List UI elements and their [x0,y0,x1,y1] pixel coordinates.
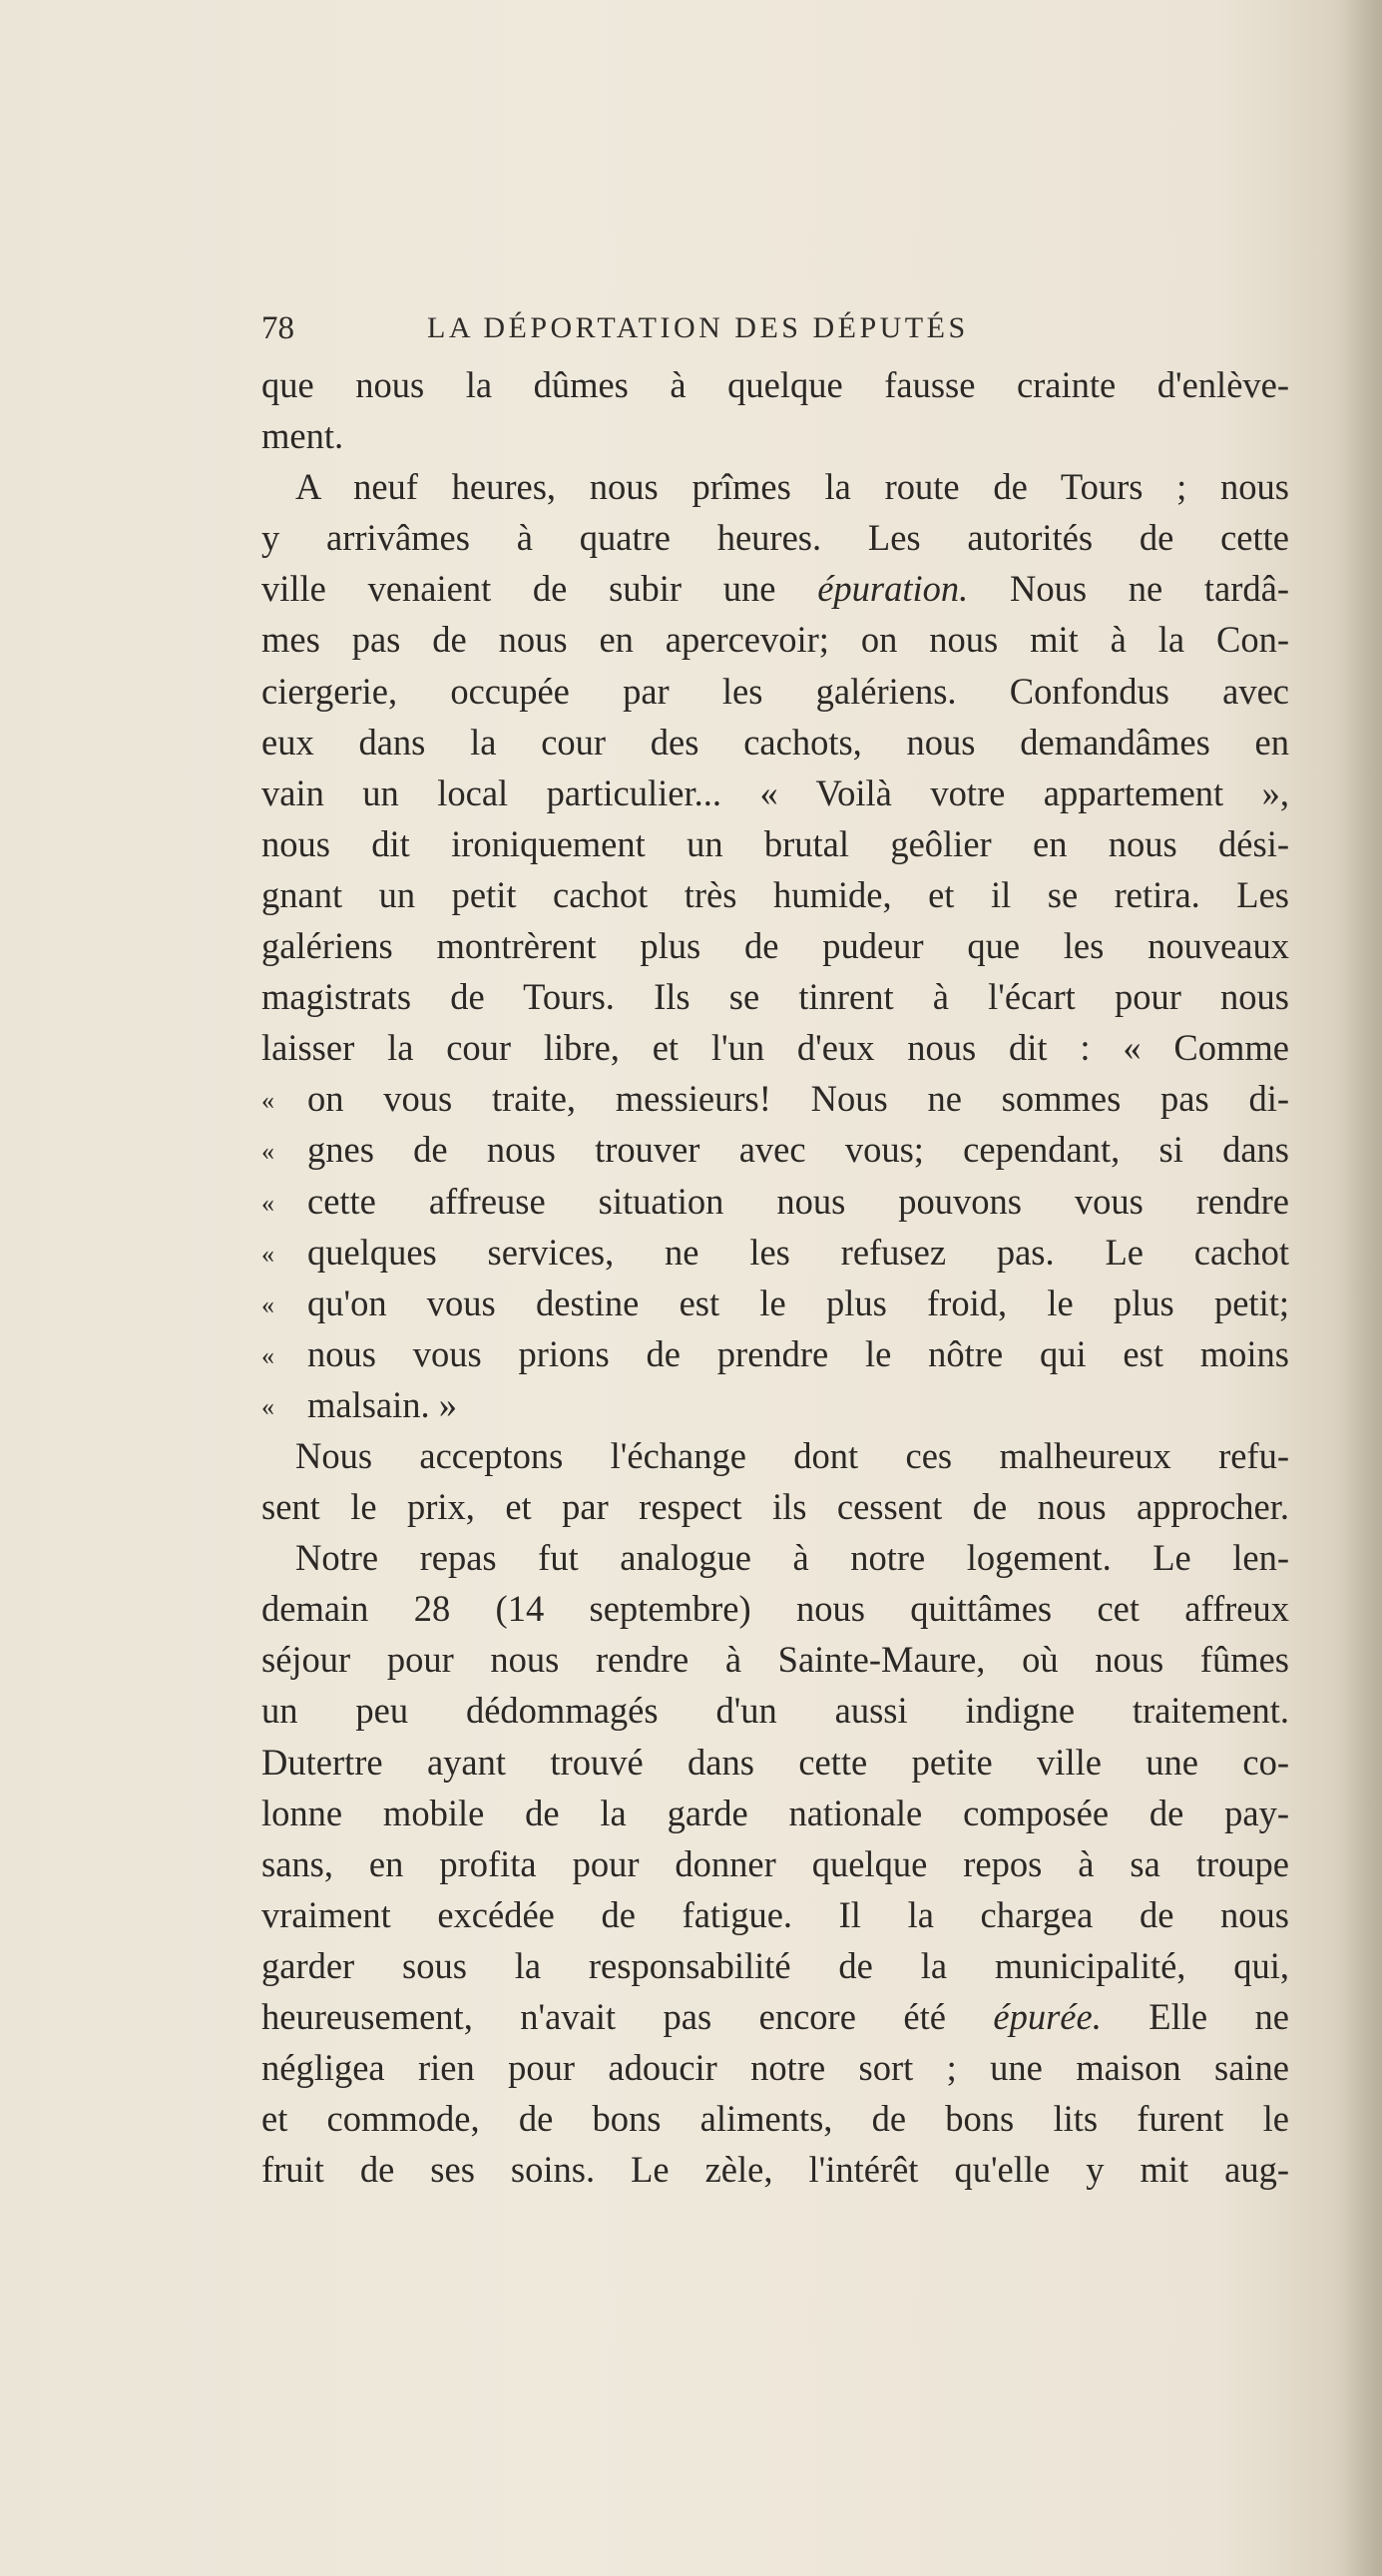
text-segment: et commode, de bons aliments, de bons lits furent le [261,2098,1289,2140]
text-segment: ciergerie, occupée par les galériens. Confondus avec [261,670,1289,712]
text-line [261,1788,1289,1838]
text-segment: ville venaient de subir une [261,568,818,610]
text-line [261,717,1289,768]
page-number: 78 [261,310,294,346]
text-line [261,2144,1289,2195]
text-line [261,1073,1289,1124]
text-segment: Nous acceptons l'échange dont ces malheureux refu- [295,1434,1289,1476]
text-segment: gnes de nous trouver avec vous; cependant, si dans [307,1129,1289,1171]
text-segment: eux dans la cour des cachots, nous demandâmes en [261,721,1289,763]
text-line [261,818,1289,869]
page-edge-shadow [1342,0,1382,2576]
text-line [261,1532,1289,1583]
quote-mark: « [261,1086,274,1116]
body-text [261,359,1289,2195]
running-head: LA DÉPORTATION DES DÉPUTÉS [427,311,969,344]
text-line [261,1328,1289,1379]
text-line [261,1991,1289,2042]
italic-word: épurée. [993,1996,1102,2037]
text-line [261,1889,1289,1940]
text-line [261,1379,1289,1430]
text-line [261,1278,1289,1328]
text-line [261,971,1289,1022]
text-line [261,1737,1289,1788]
text-segment: demain 28 (14 septembre) nous quittâmes cet affreux [261,1588,1289,1630]
quote-mark: « [261,1239,274,1269]
text-segment: A neuf heures, nous prîmes la route de Tours ; nous [295,466,1289,508]
text-segment: négligea rien pour adoucir notre sort ; une maison saine [261,2047,1289,2089]
text-segment: on vous traite, messieurs! Nous ne sommes pas di- [307,1078,1289,1120]
text-line [261,1685,1289,1736]
text-segment: magistrats de Tours. Ils se tinrent à l'écart pour nous [261,976,1289,1018]
text-line [261,410,1289,461]
text-line [261,512,1289,563]
text-line [261,2042,1289,2093]
text-segment: ment. [261,415,344,457]
text-segment: sent le prix, et par respect ils cessent de nous approcher. [261,1486,1289,1528]
text-segment: vain un local particulier... « Voilà votre appartement », [261,772,1289,813]
text-line [261,1583,1289,1634]
text-line [261,1430,1289,1481]
text-segment: Nous ne tardâ- [968,568,1289,610]
text-segment: malsain. » [307,1383,458,1425]
text-segment: mes pas de nous en apercevoir; on nous mit à la Con- [261,619,1289,661]
text-line [261,1022,1289,1073]
text-line [261,1124,1289,1175]
text-segment: laisser la cour libre, et l'un d'eux nous dit : « Comme [261,1027,1289,1069]
text-segment: séjour pour nous rendre à Sainte-Maure, où nous fûmes [261,1639,1289,1681]
text-line [261,1838,1289,1889]
text-segment: galériens montrèrent plus de pudeur que les nouveaux [261,925,1289,967]
text-segment: sans, en profita pour donner quelque repos à sa troupe [261,1842,1289,1884]
text-segment: lonne mobile de la garde nationale composée de pay- [261,1792,1289,1833]
text-segment: Elle ne [1101,1996,1289,2037]
text-segment: garder sous la responsabilité de la municipalité, qui, [261,1944,1289,1986]
text-segment: gnant un petit cachot très humide, et il se retira. Les [261,873,1289,915]
text-segment: que nous la dûmes à quelque fausse crainte d'enlève- [261,364,1289,405]
text-line [261,1481,1289,1532]
quote-mark: « [261,1340,274,1370]
text-line [261,920,1289,971]
page-header [261,303,1120,353]
text-segment: heureusement, n'avait pas encore été [261,1996,994,2037]
text-segment: cette affreuse situation nous pouvons vous rendre [307,1180,1289,1222]
text-segment: quelques services, ne les refusez pas. Le cachot [307,1231,1289,1273]
text-line [261,1176,1289,1227]
text-line [261,869,1289,920]
text-segment: y arrivâmes à quatre heures. Les autorités de cette [261,517,1289,559]
text-line [261,614,1289,665]
text-line [261,1227,1289,1278]
italic-word: épuration. [817,568,969,610]
text-line [261,666,1289,717]
text-segment: qu'on vous destine est le plus froid, le plus petit; [307,1282,1289,1323]
text-segment: Dutertre ayant trouvé dans cette petite ville une co- [261,1741,1289,1783]
quote-mark: « [261,1391,274,1421]
text-line [261,768,1289,818]
text-line [261,461,1289,512]
text-segment: un peu dédommagés d'un aussi indigne traitement. [261,1690,1289,1732]
text-segment: nous vous prions de prendre le nôtre qui est moins [307,1332,1289,1374]
text-segment: fruit de ses soins. Le zèle, l'intérêt qu'elle y mit aug- [261,2149,1289,2191]
text-line [261,359,1289,410]
text-segment: vraiment excédée de fatigue. Il la chargea de nous [261,1893,1289,1935]
quote-mark: « [261,1188,274,1218]
text-line [261,1940,1289,1991]
text-line [261,1634,1289,1685]
text-line [261,563,1289,614]
quote-mark: « [261,1289,274,1319]
text-segment: nous dit ironiquement un brutal geôlier en nous dési- [261,822,1289,864]
text-segment: Notre repas fut analogue à notre logement. Le len- [295,1537,1289,1579]
quote-mark: « [261,1137,274,1167]
text-line [261,2093,1289,2144]
